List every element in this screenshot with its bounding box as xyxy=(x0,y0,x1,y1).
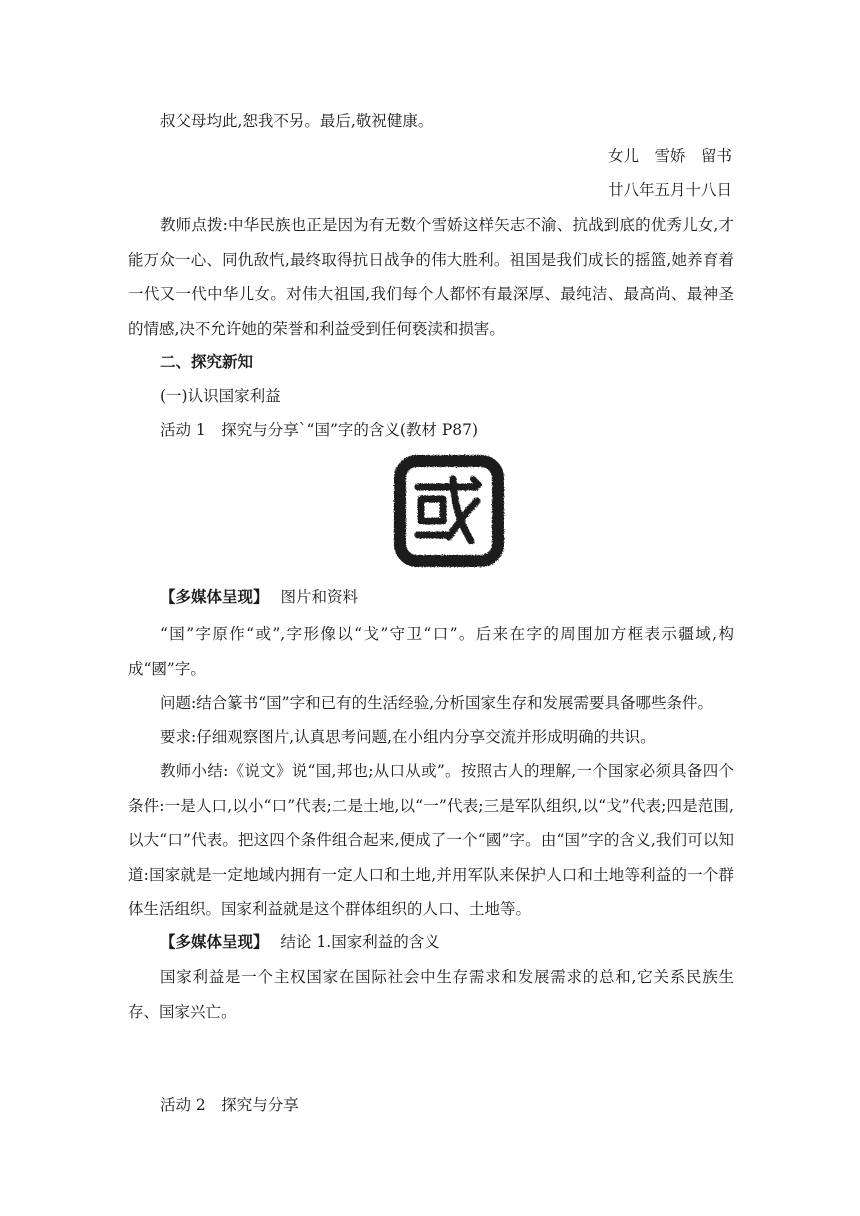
teacher-summary-paragraph: 教师小结:《说文》说“国,邦也;从口从或”。按照古人的理解,一个国家必须具备四个条件:一是人口,以小“口”代表;二是土地,以“一”代表;三是军队组织,以“戈”代表;四是范围,以大“口”代表。把这四个条件组合起来,便成了一个“國”字。由“国”字的含义,我们可以知道:国家就是一定地域内拥有一定人口和土地,并用军队来保护人口和土地等利益的一个群体生活组织。国家利益就是这个群体组织的人口、土地等。 xyxy=(128,762,734,918)
multimedia-1-line xyxy=(128,580,734,615)
letter-date: 廿八年五月十八日 xyxy=(607,181,732,199)
multimedia-label: 【多媒体呈现】 xyxy=(160,588,269,606)
guo-seal-image xyxy=(391,451,507,571)
question-line: 问题:结合篆书“国”字和已有的生活经验,分析国家生存和发展需要具备哪些条件。 xyxy=(160,694,713,712)
letter-closing-line: 叔父母均此,恕我不另。最后,敬祝健康。 xyxy=(160,112,434,130)
activity-2-heading: 活动 2 探究与分享 xyxy=(160,1096,299,1114)
multimedia-2-line xyxy=(128,925,734,960)
section-heading: 二、探究新知 xyxy=(160,353,254,371)
guo-origin-paragraph: “国”字原作“或”,字形像以“戈”守卫“口”。后来在字的周围加方框表示疆域,构成“國”字。 xyxy=(128,625,734,678)
teacher-note-paragraph: 教师点拨:中华民族也正是因为有无数个雪娇这样矢志不渝、抗战到底的优秀儿女,才能万众一心、同仇敌忾,最终取得抗日战争的伟大胜利。祖国是我们成长的摇篮,她养育着一代又一代中华儿女。对伟大祖国,我们每个人都怀有最深厚、最纯洁、最高尚、最神圣的情感,决不允许她的荣誉和利益受到任何亵渎和损害。 xyxy=(128,216,734,338)
activity-1-heading: 活动 1 探究与分享`“国”字的含义(教材 P87) xyxy=(160,421,479,439)
requirement-line: 要求:仔细观察图片,认真思考问题,在小组内分享交流并形成明确的共识。 xyxy=(160,728,656,746)
subsection-heading: (一)认识国家利益 xyxy=(160,387,281,405)
multimedia-label: 【多媒体呈现】 xyxy=(160,933,269,951)
multimedia-caption: 结论 1.国家利益的含义 xyxy=(280,933,440,951)
national-interest-definition: 国家利益是一个主权国家在国际社会中生存需求和发展需求的总和,它关系民族生存、国家兴亡。 xyxy=(128,968,734,1021)
multimedia-caption: 图片和资料 xyxy=(280,588,359,606)
letter-signature: 女儿 雪娇 留书 xyxy=(607,147,732,165)
